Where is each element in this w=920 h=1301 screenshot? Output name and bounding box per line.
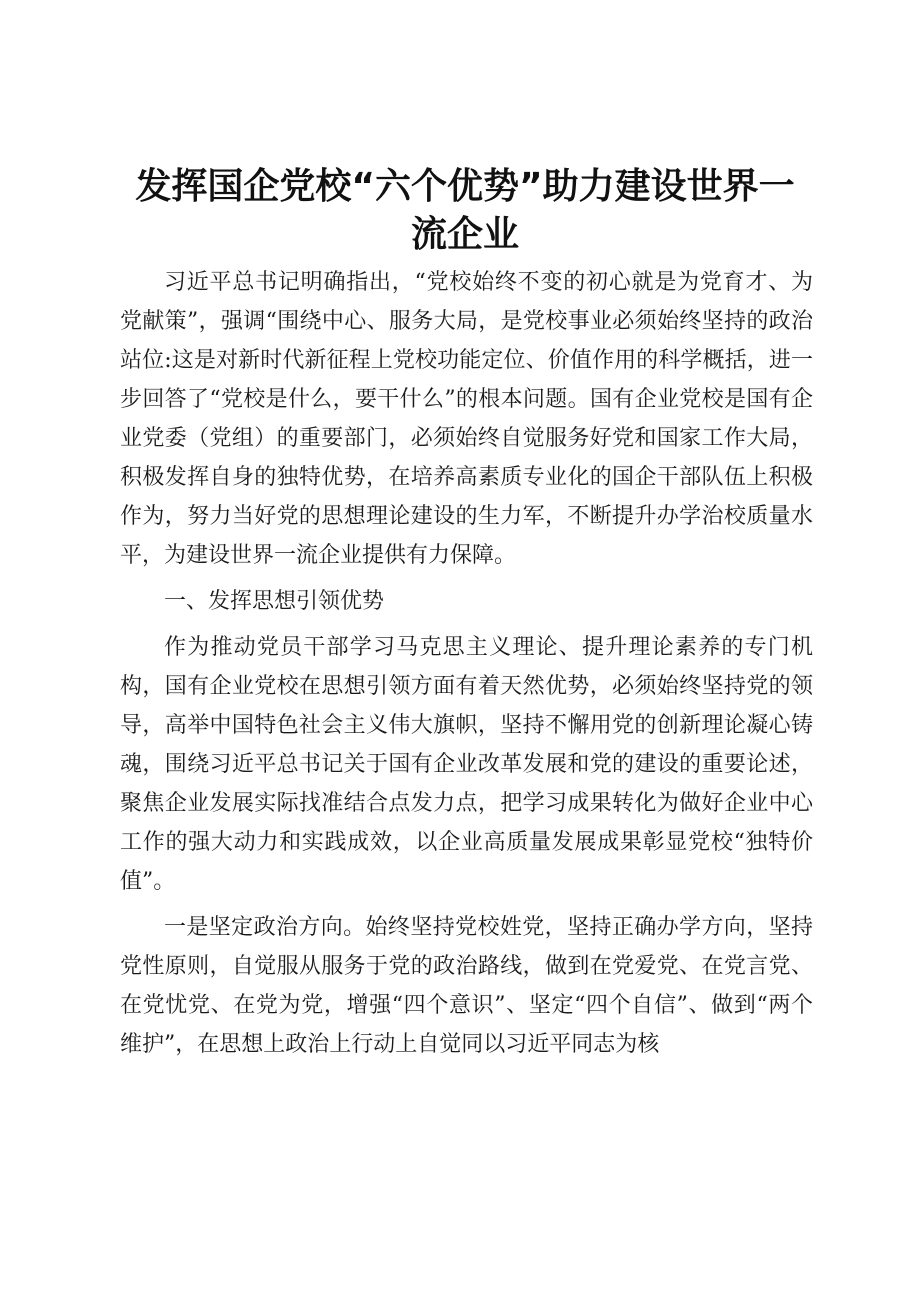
document-body	[120, 263, 813, 1064]
intro-paragraph: 习近平总书记明确指出，“党校始终不变的初心就是为党育才、为党献策”，强调“围绕中心、服务大局，是党校事业必须始终坚持的政治站位:这是对新时代新征程上党校功能定位、价值作用的科学概括，进一步回答了“党校是什么，要干什么”的根本问题。国有企业党校是国有企业党委（党组）的重要部门，必须始终自觉服务好党和国家工作大局，积极发挥自身的独特优势，在培养高素质专业化的国企干部队伍上积极作为，努力当好党的思想理论建设的生力军，不断提升办学治校质量水平，为建设世界一流企业提供有力保障。	[120, 270, 813, 568]
section-paragraph: 作为推动党员干部学习马克思主义理论、提升理论素养的专门机构，国有企业党校在思想引领方面有着天然优势，必须始终坚持党的领导，高举中国特色社会主义伟大旗帜，坚持不懈用党的创新理论凝心铸魂，围绕习近平总书记关于国有企业改革发展和党的建设的重要论述，聚焦企业发展实际找准结合点发力点，把学习成果转化为做好企业中心工作的强大动力和实践成效，以企业高质量发展成果彰显党校“独特价值”。	[120, 635, 813, 894]
point-paragraph: 一是坚定政治方向。始终坚持党校姓党，坚持正确办学方向，坚持党性原则，自觉服从服务于党的政治路线，做到在党爱党、在党言党、在党忧党、在党为党，增强“四个意识”、坚定“四个自信”、做到“两个维护”，在思想上政治上行动上自觉同以习近平同志为核	[120, 915, 813, 1057]
document-title: 发挥国企党校“六个优势”助力建设世界一流企业	[135, 166, 795, 255]
section-heading: 一、发挥思想引领优势	[164, 589, 385, 614]
